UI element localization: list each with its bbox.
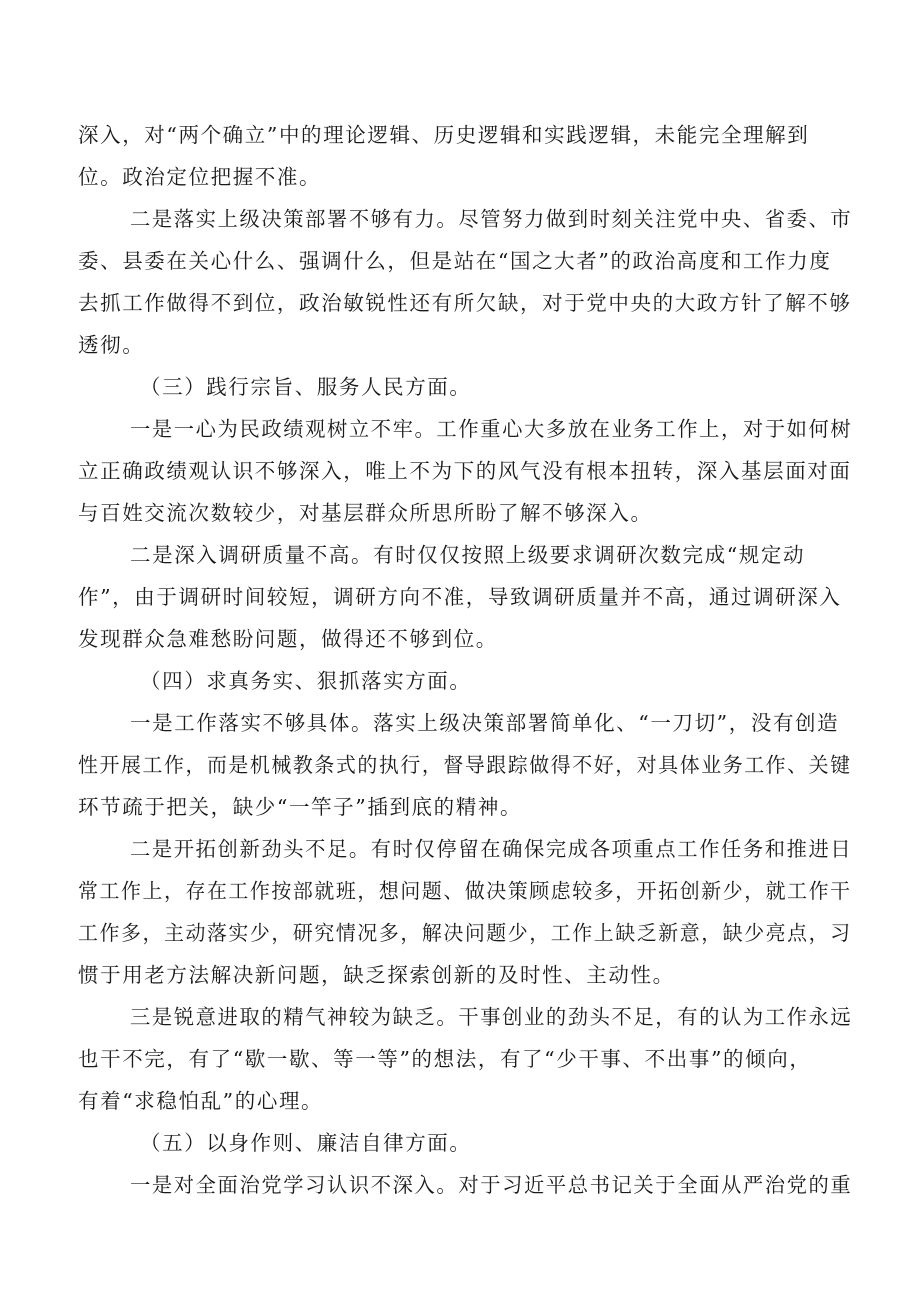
text-line: 惯于用老方法解决新问题，缺乏探索创新的及时性、主动性。 (78, 963, 675, 987)
paragraph-start-line: 二是落实上级决策部署不够有力。尽管努力做到时刻关注党中央、省委、市 (130, 207, 853, 231)
text-line: 深入，对“两个确立”中的理论逻辑、历史逻辑和实践逻辑，未能完全理解到 (78, 123, 810, 147)
paragraph-start-line: 二是开拓创新劲头不足。有时仅停留在确保完成各项重点工作任务和推进日 (130, 837, 853, 861)
paragraph-start-line: 二是深入调研质量不高。有时仅仅按照上级要求调研次数完成“规定动 (130, 543, 806, 567)
section-heading: （四）求真务实、狠抓落实方面。 (140, 669, 472, 693)
text-line: 与百姓交流次数较少，对基层群众所思所盼了解不够深入。 (78, 501, 653, 525)
text-line: 去抓工作做得不到位，政治敏锐性还有所欠缺，对于党中央的大政方针了解不够 (78, 291, 852, 315)
paragraph-start-line: 一是对全面治党学习认识不深入。对于习近平总书记关于全面从严治党的重 (130, 1173, 853, 1197)
text-line: 委、县委在关心什么、强调什么，但是站在“国之大者”的政治高度和工作力度 (78, 249, 832, 273)
section-heading: （三）践行宗旨、服务人民方面。 (140, 375, 472, 399)
text-line: 有着“求稳怕乱”的心理。 (78, 1089, 324, 1113)
text-line: 透彻。 (78, 333, 145, 357)
section-heading: （五）以身作则、廉洁自律方面。 (140, 1131, 472, 1155)
paragraph-start-line: 一是一心为民政绩观树立不牢。工作重心大多放在业务工作上，对于如何树 (130, 417, 853, 441)
text-line: 作”，由于调研时间较短，调研方向不准，导致调研质量并不高，通过调研深入 (78, 585, 842, 609)
text-line: 常工作上，存在工作按部就班，想问题、做决策顾虑较多，开拓创新少，就工作干 (78, 879, 852, 903)
text-line: 位。政治定位把握不准。 (78, 165, 322, 189)
text-line: 发现群众急难愁盼问题，做得还不够到位。 (78, 627, 498, 651)
text-line: 性开展工作，而是机械教条式的执行，督导跟踪做得不好，对具体业务工作、关键 (78, 753, 852, 777)
paragraph-start-line: 三是锐意进取的精气神较为缺乏。干事创业的劲头不足，有的认为工作永远 (130, 1005, 853, 1029)
text-line: 环节疏于把关，缺少“一竿子”插到底的精神。 (78, 795, 523, 819)
text-line: 工作多，主动落实少，研究情况多，解决问题少，工作上缺乏新意，缺少亮点，习 (78, 921, 852, 945)
text-line: 也干不完，有了“歇一歇、等一等”的想法，有了“少干事、不出事”的倾向， (78, 1047, 812, 1071)
text-line: 立正确政绩观认识不够深入，唯上不为下的风气没有根本扭转，深入基层面对面 (78, 459, 852, 483)
paragraph-start-line: 一是工作落实不够具体。落实上级决策部署简单化、“一刀切”，没有创造 (130, 711, 840, 735)
